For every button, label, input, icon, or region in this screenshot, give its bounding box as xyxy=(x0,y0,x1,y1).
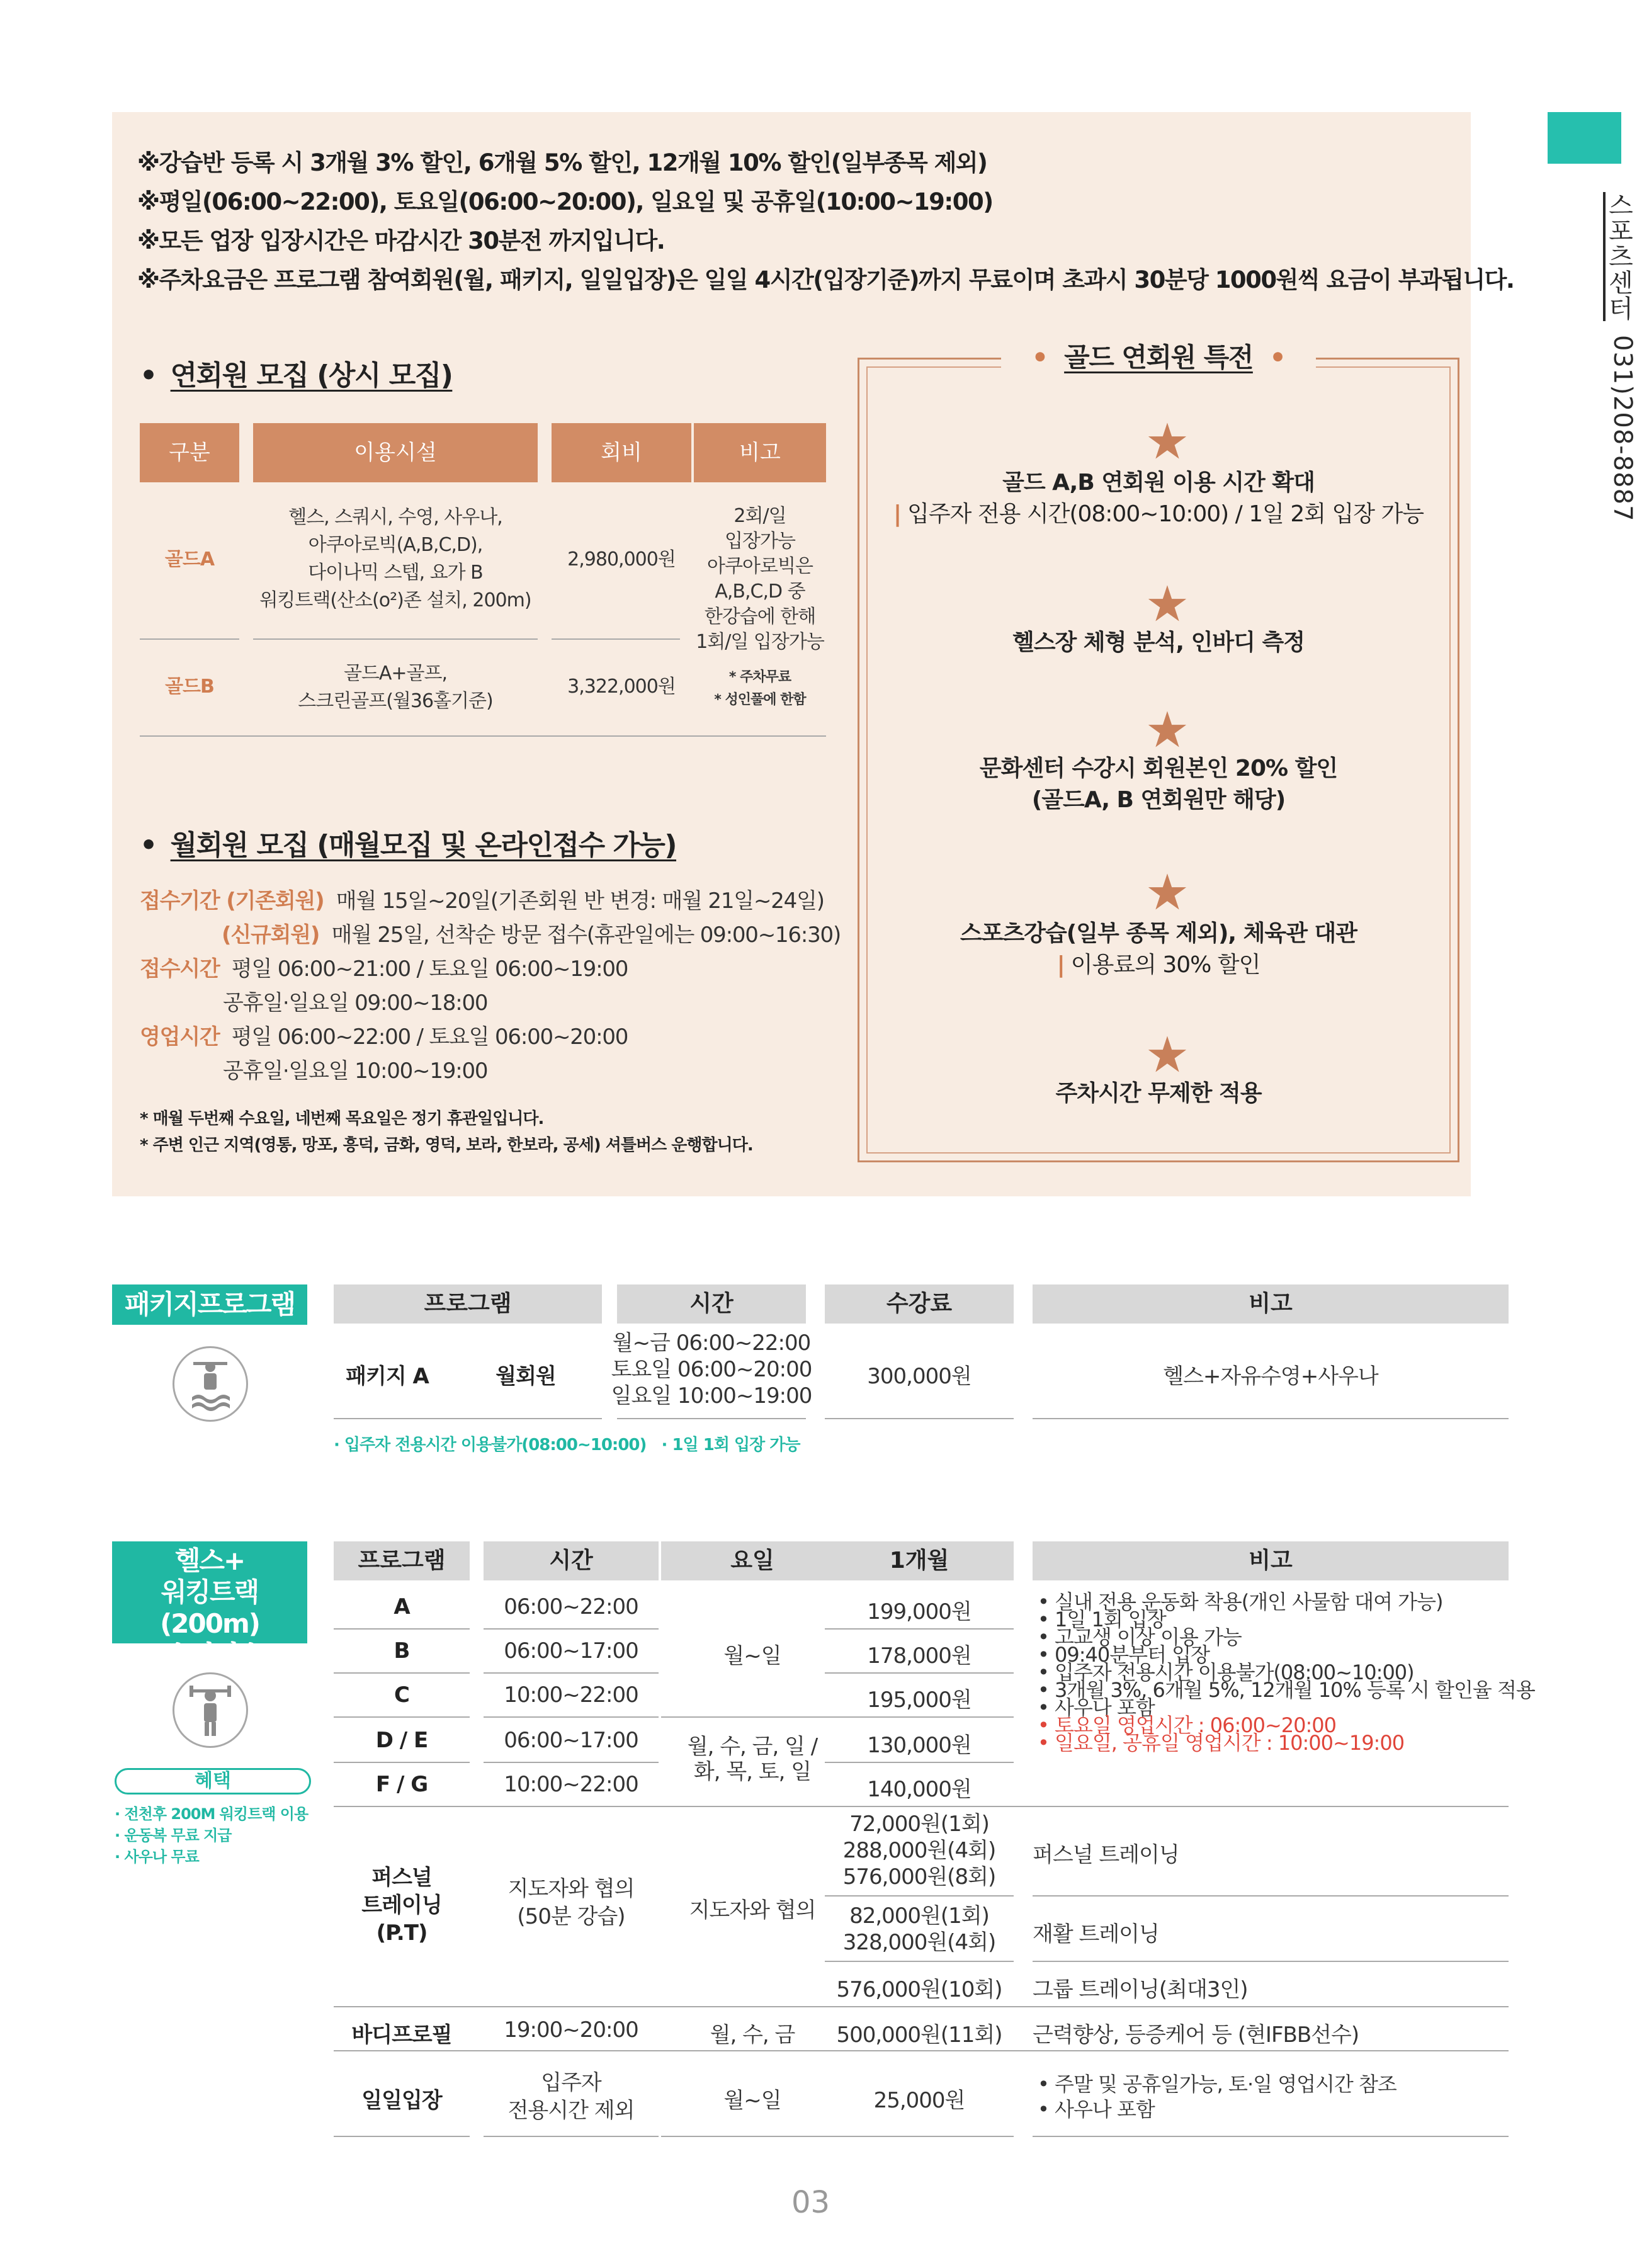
health-program: F / G xyxy=(375,1772,428,1797)
gold-benefit-1: 골드 A,B 연회원 이용 시간 확대 | 입주자 전용 시간(08:00~10:00) / 1일 2회 입장 가능 xyxy=(893,470,1424,527)
divider xyxy=(140,735,826,737)
divider xyxy=(825,2136,1014,2137)
pt-fees-group: 576,000원(10회) xyxy=(836,1977,1002,2002)
health-program: B xyxy=(394,1638,410,1664)
health-time: 10:00~22:00 xyxy=(504,1772,638,1797)
health-program: A xyxy=(394,1594,410,1619)
health-time: 06:00~17:00 xyxy=(504,1638,638,1664)
annual-type-gold-b: 골드B xyxy=(165,676,214,698)
package-col-header: 수강료 xyxy=(825,1284,1014,1324)
divider xyxy=(617,1418,806,1419)
monthly-info: 접수기간 (기존회원) 매월 15일~20일(기존회원 반 변경: 매월 21일~24일) (신규회원) 매월 25일, 선착순 방문 접수(휴관일에는 09:00~16:30) 접수시간 평일 06:00~21:00 / 토요일 06:00~19:00 공휴일·일요일 09:00~18:00 영업시간 평일 06:00~22:00 / 토요일 06:00~20:00 공휴일·일요일 10:00~19:00 xyxy=(140,888,841,1084)
annual-col-header: 구분 xyxy=(140,423,239,482)
annual-facility-b: 골드A+골프, 스크린골프(월36홀기준) xyxy=(298,662,493,712)
package-note: 헬스+자유수영+사우나 xyxy=(1163,1364,1378,1389)
divider xyxy=(484,1716,659,1718)
divider xyxy=(334,2050,1509,2051)
health-col-header: 프로그램 xyxy=(334,1541,470,1580)
divider xyxy=(1033,1895,1509,1897)
divider xyxy=(484,1762,659,1763)
divider xyxy=(484,1672,659,1674)
annual-remark-small: * 주차무료 * 성인풀에 한함 xyxy=(714,669,806,708)
health-time: 10:00~22:00 xyxy=(504,1682,638,1708)
divider xyxy=(825,1961,1014,1962)
side-label xyxy=(1587,192,1637,522)
divider xyxy=(334,1716,470,1718)
annual-type-gold-a: 골드A xyxy=(164,548,215,570)
star-icon: ★ xyxy=(1145,865,1189,921)
health-col-header: 비고 xyxy=(1033,1541,1509,1580)
health-col-header: 1개월 xyxy=(825,1541,1014,1580)
side-center-name: 스포츠센터 xyxy=(1604,192,1633,321)
annual-heading: • 연회원 모집 (상시 모집) xyxy=(140,360,453,392)
health-program: D / E xyxy=(375,1728,428,1753)
divider xyxy=(1033,1961,1509,1962)
annual-col-header: 회비 xyxy=(552,423,691,482)
health-col-header: 시간 xyxy=(484,1541,659,1580)
pt-fees-rehab: 82,000원(1회) 328,000원(4회) xyxy=(842,1903,996,1955)
gold-benefits-title: • 골드 연회원 특전 • xyxy=(1001,339,1316,377)
divider xyxy=(484,2136,659,2137)
divider xyxy=(825,1628,1014,1630)
annual-col-header: 비고 xyxy=(694,423,826,482)
divider xyxy=(334,1418,602,1419)
health-time: 06:00~22:00 xyxy=(504,1594,638,1619)
page-number: 03 xyxy=(791,2185,830,2220)
daily-days: 월~일 xyxy=(723,2088,781,2113)
health-program: C xyxy=(394,1682,409,1708)
annual-remark: 2회/일 입장가능 아쿠아로빅은 A,B,C,D 중 한강습에 한해 1회/일 입장가능 xyxy=(696,505,824,653)
divider xyxy=(334,1806,1509,1807)
daily-time: 입주자 전용시간 제외 xyxy=(507,2070,635,2123)
health-fee: 140,000원 xyxy=(867,1777,971,1802)
star-icon: ★ xyxy=(1145,702,1189,759)
divider xyxy=(334,2006,1509,2007)
body-profile-note: 근력향상, 등증케어 등 (현IFBB선수) xyxy=(1033,2022,1359,2048)
notices xyxy=(137,144,1514,300)
pt-note-rehab: 재활 트레이닝 xyxy=(1033,1922,1159,1947)
divider xyxy=(825,1895,1014,1897)
health-days: 월~일 xyxy=(723,1643,781,1669)
package-label: 패키지프로그램 xyxy=(112,1284,307,1325)
divider xyxy=(825,1762,1014,1763)
daily-fee: 25,000원 xyxy=(873,2088,965,2113)
divider xyxy=(253,638,538,640)
daily-program: 일일입장 xyxy=(361,2088,442,2113)
monthly-footnotes: * 매월 두번째 수요일, 네번째 목요일은 정기 휴관일입니다. * 주변 인근 지역(영통, 망포, 흥덕, 금화, 영덕, 보라, 한보라, 공세) 셔틀버스 운행합니다. xyxy=(140,1109,753,1155)
notice: ※주차요금은 프로그램 참여회원(월, 패키지, 일일입장)은 일일 4시간(입장기준)까지 무료이며 초과시 30분당 1000원씩 요금이 부과됩니다. xyxy=(137,266,1514,293)
health-benefits: · 전천후 200M 워킹트랙 이용 · 운동복 무료 지급 · 사우나 무료 xyxy=(115,1805,309,1866)
package-name: 패키지 A xyxy=(346,1364,429,1389)
package-fee: 300,000원 xyxy=(867,1364,971,1389)
pt-time: 지도자와 협의 (50분 강습) xyxy=(507,1876,635,1929)
package-notes: · 입주자 전용시간 이용불가(08:00~10:00) · 1일 1회 입장 가능 xyxy=(334,1436,800,1454)
pt-note-group: 그룹 트레이닝(최대3인) xyxy=(1033,1977,1248,2002)
gold-benefit-5: 주차시간 무제한 적용 xyxy=(1055,1080,1262,1106)
package-time: 월~금 06:00~22:00 토요일 06:00~20:00 일요일 10:00~19:00 xyxy=(611,1330,812,1409)
gold-benefit-2: 헬스장 체형 분석, 인바디 측정 xyxy=(1012,630,1305,655)
benefit-badge: 혜택 xyxy=(115,1768,311,1795)
notice: ※평일(06:00~22:00), 토요일(06:00~20:00), 일요일 및 공휴일(10:00~19:00) xyxy=(137,188,993,215)
health-fee: 130,000원 xyxy=(867,1733,971,1758)
gold-benefit-3: 문화센터 수강시 회원본인 20% 할인 (골드A, B 연회원만 해당) xyxy=(979,756,1338,813)
package-col-header: 시간 xyxy=(617,1284,806,1324)
divider xyxy=(334,2136,470,2137)
body-profile-time: 19:00~20:00 xyxy=(504,2017,638,2043)
health-fee: 178,000원 xyxy=(867,1643,971,1669)
annual-facility-a: 헬스, 스쿼시, 수영, 사우나, 아쿠아로빅(A,B,C,D), 다이나믹 스텝, 요가 B 워킹트랙(산소(o²)존 설치, 200m) xyxy=(259,506,531,611)
gold-benefit-4: 스포츠강습(일부 종목 제외), 체육관 대관 | 이용료의 30% 할인 xyxy=(960,921,1357,978)
divider xyxy=(1033,2136,1509,2137)
daily-note: • 주말 및 공휴일가능, 토·일 영업시간 참조 • 사우나 포함 xyxy=(1038,2072,1396,2121)
divider xyxy=(484,1628,659,1630)
divider xyxy=(334,1672,470,1674)
health-col-header: 요일 xyxy=(661,1541,844,1580)
body-profile-program: 바디프로필 xyxy=(351,2022,452,2048)
side-tab xyxy=(1548,112,1621,164)
divider xyxy=(334,1628,470,1630)
pt-program: 퍼스널 트레이닝 (P.T) xyxy=(361,1865,442,1946)
star-icon: ★ xyxy=(1145,576,1189,633)
notice: ※모든 업장 입장시간은 마감시간 30분전 까지입니다. xyxy=(137,227,665,254)
divider xyxy=(661,1716,844,1718)
pt-fees-personal: 72,000원(1회) 288,000원(4회) 576,000원(8회) xyxy=(842,1812,996,1890)
annual-col-header: 이용시설 xyxy=(253,423,538,482)
health-fee: 199,000원 xyxy=(867,1599,971,1624)
divider xyxy=(334,1762,470,1763)
annual-fee-a: 2,980,000원 xyxy=(567,548,676,570)
divider xyxy=(825,1672,1014,1674)
star-icon: ★ xyxy=(1145,1027,1189,1084)
swimmer-weightlifter-icon xyxy=(173,1346,248,1422)
package-col-header: 프로그램 xyxy=(334,1284,602,1324)
health-remarks: • 실내 전용 운동화 착용(개인 사물함 대여 가능) • 1일 1회 입장 • 고교생 이상 이용 가능 • 09:40분부터 입장 • 입주자 전용시간 이용불가(08:00~10:00) • 3개월 3%, 6개월 5%, 12개월 10% 등록 시 할인율 적용 • 사우나 포함 • 토요일 영업시간 : 06:00~20:00 • 일요일, 공휴일 영업시간 : 10:00~19:00 xyxy=(1038,1590,1535,1755)
monthly-heading: • 월회원 모집 (매월모집 및 온라인접수 가능) xyxy=(140,829,677,861)
package-col-header: 비고 xyxy=(1033,1284,1509,1324)
weightlifter-icon xyxy=(173,1672,248,1748)
divider xyxy=(661,2136,844,2137)
divider xyxy=(825,1418,1014,1419)
divider xyxy=(1033,1418,1509,1419)
annual-fee-b: 3,322,000원 xyxy=(567,676,676,698)
package-type: 월회원 xyxy=(496,1364,556,1389)
pt-days: 지도자와 협의 xyxy=(689,1898,816,1923)
side-phone: 031)208-8887 xyxy=(1608,335,1637,522)
health-label: 헬스+ 워킹트랙(200m) /수시접수 xyxy=(112,1541,307,1643)
notice: ※강습반 등록 시 3개월 3% 할인, 6개월 5% 할인, 12개월 10% 할인(일부종목 제외) xyxy=(137,149,987,176)
divider xyxy=(140,638,239,640)
divider xyxy=(552,638,680,640)
body-profile-days: 월, 수, 금 xyxy=(710,2022,795,2048)
pt-note-personal: 퍼스널 트레이닝 xyxy=(1033,1842,1179,1868)
health-time: 06:00~17:00 xyxy=(504,1728,638,1753)
health-days: 월, 수, 금, 일 / 화, 목, 토, 일 xyxy=(687,1734,818,1784)
health-fee: 195,000원 xyxy=(867,1687,971,1713)
star-icon: ★ xyxy=(1145,414,1189,470)
body-profile-fee: 500,000원(11회) xyxy=(836,2022,1002,2048)
divider xyxy=(825,1716,1014,1718)
